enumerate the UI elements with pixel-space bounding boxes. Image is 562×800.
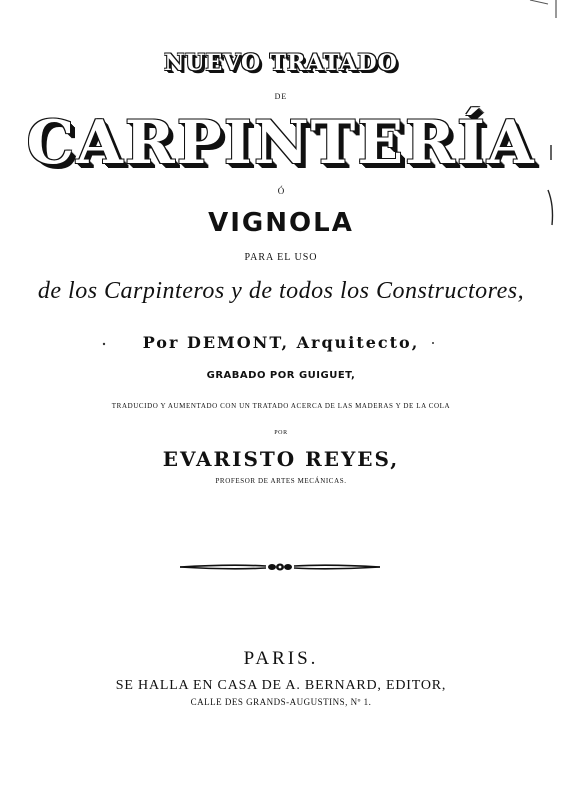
translator-title: PROFESOR DE ARTES MECÁNICAS. (215, 477, 347, 485)
subtitle-vignola: VIGNOLA (208, 208, 354, 238)
translation-line: TRADUCIDO Y AUMENTADO CON UN TRATADO ACERCA DE LAS MADERAS Y DE LA COLA (111, 402, 451, 410)
title-line-de: DE (274, 92, 288, 101)
author-line: Por DEMONT, Arquitecto, (142, 333, 420, 352)
main-title-carpinteria: CARPINTERÍA (26, 108, 536, 178)
imprint-publisher: SE HALLA EN CASA DE A. BERNARD, EDITOR, (115, 678, 447, 693)
imprint-city: PARIS. (243, 648, 319, 669)
imprint-address: CALLE DES GRANDS-AUGUSTINS, Nº 1. (190, 697, 372, 707)
title-line-o: Ó (277, 186, 285, 196)
title-line-para-el-uso: PARA EL USO (244, 252, 318, 263)
title-line-nuevo-tratado: NUEVO TRATADO (164, 50, 398, 76)
translator-name: EVARISTO REYES, (162, 447, 400, 471)
engraver-line: GRABADO POR GUIGUET, (206, 370, 356, 381)
script-line-audience: de los Carpinteros y de todos los Constructores, (37, 278, 525, 304)
por-line: POR (274, 430, 288, 436)
